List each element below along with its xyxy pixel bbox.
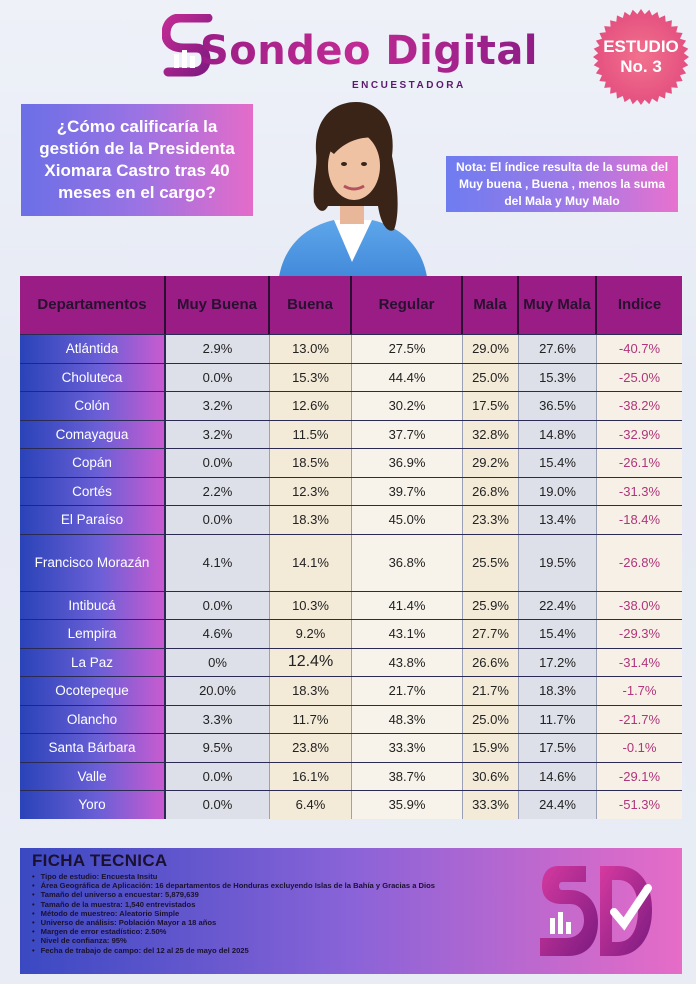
- table-row: [20, 420, 682, 449]
- cell-dept: Cortés: [20, 478, 166, 506]
- cell-dept: Intibucá: [20, 592, 166, 620]
- cell-mala: 25.9%: [463, 592, 519, 620]
- cell-dept: Atlántida: [20, 335, 166, 363]
- cell-regular: 43.8%: [352, 649, 463, 677]
- cell-buena: 13.0%: [270, 335, 352, 363]
- president-portrait-icon: [268, 94, 436, 284]
- header-regular: Regular: [352, 276, 463, 334]
- technical-sheet-item: • Fecha de trabajo de campo: del 12 al 25 de mayo del 2025: [32, 946, 670, 955]
- cell-buena: 18.3%: [270, 677, 352, 705]
- cell-regular: 36.8%: [352, 535, 463, 591]
- cell-buena: 18.5%: [270, 449, 352, 477]
- cell-mala: 21.7%: [463, 677, 519, 705]
- cell-dept: Olancho: [20, 706, 166, 734]
- cell-muy-mala: 19.0%: [519, 478, 597, 506]
- cell-buena: 15.3%: [270, 364, 352, 392]
- table-row: [20, 505, 682, 534]
- cell-mala: 25.0%: [463, 364, 519, 392]
- cell-dept: Valle: [20, 763, 166, 791]
- table-row: [20, 648, 682, 677]
- cell-regular: 41.4%: [352, 592, 463, 620]
- cell-muy-buena: 0.0%: [166, 592, 270, 620]
- cell-mala: 23.3%: [463, 506, 519, 534]
- cell-dept: Choluteca: [20, 364, 166, 392]
- cell-regular: 21.7%: [352, 677, 463, 705]
- cell-mala: 32.8%: [463, 421, 519, 449]
- header-muy-buena: Muy Buena: [166, 276, 270, 334]
- cell-dept: Francisco Morazán: [20, 535, 166, 591]
- technical-sheet-item: • Nivel de confianza: 95%: [32, 936, 670, 945]
- cell-regular: 45.0%: [352, 506, 463, 534]
- cell-muy-buena: 0.0%: [166, 791, 270, 819]
- table-row: [20, 591, 682, 620]
- cell-muy-mala: 11.7%: [519, 706, 597, 734]
- cell-muy-mala: 15.4%: [519, 620, 597, 648]
- index-note: Nota: El índice resulta de la suma del Muy buena , Buena , menos la suma del Mala y Muy Malo: [446, 156, 678, 212]
- technical-sheet-title: FICHA TECNICA: [32, 851, 168, 870]
- cell-muy-mala: 22.4%: [519, 592, 597, 620]
- header-buena: Buena: [270, 276, 352, 334]
- technical-sheet: [20, 848, 682, 974]
- header-muy-mala: Muy Mala: [519, 276, 597, 334]
- cell-indice: -31.3%: [597, 478, 682, 506]
- cell-indice: -40.7%: [597, 335, 682, 363]
- cell-mala: 26.6%: [463, 649, 519, 677]
- cell-dept: Lempira: [20, 620, 166, 648]
- cell-indice: -38.0%: [597, 592, 682, 620]
- cell-regular: 48.3%: [352, 706, 463, 734]
- badge-line1: ESTUDIO: [603, 37, 679, 56]
- cell-indice: -18.4%: [597, 506, 682, 534]
- cell-dept: Colón: [20, 392, 166, 420]
- cell-indice: -26.1%: [597, 449, 682, 477]
- cell-dept: Yoro: [20, 791, 166, 819]
- cell-muy-buena: 0.0%: [166, 763, 270, 791]
- cell-muy-buena: 3.2%: [166, 421, 270, 449]
- table-row: [20, 477, 682, 506]
- cell-mala: 26.8%: [463, 478, 519, 506]
- cell-dept: Comayagua: [20, 421, 166, 449]
- cell-indice: -38.2%: [597, 392, 682, 420]
- results-table: [20, 276, 682, 819]
- cell-mala: 29.0%: [463, 335, 519, 363]
- cell-muy-mala: 17.2%: [519, 649, 597, 677]
- survey-question: ¿Cómo calificaría la gestión de la Presidenta Xiomara Castro tras 40 meses en el cargo?: [21, 104, 253, 216]
- cell-buena: 18.3%: [270, 506, 352, 534]
- cell-mala: 27.7%: [463, 620, 519, 648]
- cell-dept: Ocotepeque: [20, 677, 166, 705]
- cell-buena: 12.3%: [270, 478, 352, 506]
- table-row: [20, 619, 682, 648]
- cell-buena: 12.4%: [270, 649, 352, 677]
- cell-regular: 33.3%: [352, 734, 463, 762]
- cell-muy-buena: 0.0%: [166, 364, 270, 392]
- cell-muy-mala: 27.6%: [519, 335, 597, 363]
- cell-regular: 39.7%: [352, 478, 463, 506]
- cell-muy-mala: 14.6%: [519, 763, 597, 791]
- cell-indice: -21.7%: [597, 706, 682, 734]
- cell-indice: -29.1%: [597, 763, 682, 791]
- cell-muy-mala: 15.4%: [519, 449, 597, 477]
- technical-sheet-item: • Método de muestreo: Aleatorio Simple: [32, 909, 670, 918]
- cell-regular: 36.9%: [352, 449, 463, 477]
- cell-mala: 33.3%: [463, 791, 519, 819]
- table-row: [20, 762, 682, 791]
- header-departamentos: Departamentos: [20, 276, 166, 334]
- cell-muy-mala: 14.8%: [519, 421, 597, 449]
- technical-sheet-item: • Margen de error estadístico: 2.50%: [32, 927, 670, 936]
- cell-buena: 6.4%: [270, 791, 352, 819]
- cell-buena: 10.3%: [270, 592, 352, 620]
- cell-buena: 16.1%: [270, 763, 352, 791]
- cell-regular: 35.9%: [352, 791, 463, 819]
- cell-muy-buena: 0.0%: [166, 449, 270, 477]
- cell-muy-mala: 36.5%: [519, 392, 597, 420]
- technical-sheet-item: • Universo de análisis: Población Mayor a 18 años: [32, 918, 670, 927]
- cell-mala: 15.9%: [463, 734, 519, 762]
- brand-logo: [162, 14, 539, 96]
- cell-indice: -29.3%: [597, 620, 682, 648]
- cell-dept: La Paz: [20, 649, 166, 677]
- cell-mala: 25.0%: [463, 706, 519, 734]
- cell-buena: 11.5%: [270, 421, 352, 449]
- cell-indice: -26.8%: [597, 535, 682, 591]
- table-row: [20, 705, 682, 734]
- table-row: [20, 676, 682, 705]
- cell-indice: -1.7%: [597, 677, 682, 705]
- cell-buena: 23.8%: [270, 734, 352, 762]
- sd-monogram-icon: [536, 860, 654, 964]
- cell-mala: 30.6%: [463, 763, 519, 791]
- table-row: [20, 733, 682, 762]
- brand-name: Sondeo Digital: [200, 28, 539, 74]
- cell-buena: 9.2%: [270, 620, 352, 648]
- cell-indice: -51.3%: [597, 791, 682, 819]
- cell-mala: 25.5%: [463, 535, 519, 591]
- cell-muy-buena: 2.2%: [166, 478, 270, 506]
- study-badge: [592, 8, 690, 106]
- table-row: [20, 534, 682, 591]
- cell-muy-mala: 24.4%: [519, 791, 597, 819]
- table-row: [20, 391, 682, 420]
- cell-buena: 12.6%: [270, 392, 352, 420]
- cell-muy-mala: 19.5%: [519, 535, 597, 591]
- cell-mala: 29.2%: [463, 449, 519, 477]
- cell-muy-mala: 15.3%: [519, 364, 597, 392]
- table-row: [20, 448, 682, 477]
- cell-muy-buena: 3.3%: [166, 706, 270, 734]
- cell-muy-buena: 0.0%: [166, 506, 270, 534]
- cell-dept: El Paraíso: [20, 506, 166, 534]
- cell-regular: 44.4%: [352, 364, 463, 392]
- cell-dept: Santa Bárbara: [20, 734, 166, 762]
- cell-indice: -25.0%: [597, 364, 682, 392]
- cell-dept: Copán: [20, 449, 166, 477]
- cell-indice: -0.1%: [597, 734, 682, 762]
- cell-muy-buena: 3.2%: [166, 392, 270, 420]
- technical-sheet-item: • Área Geográfica de Aplicación: 16 departamentos de Honduras excluyendo Islas de la Bahía y Gracias a Dios: [32, 881, 670, 890]
- cell-indice: -31.4%: [597, 649, 682, 677]
- cell-regular: 43.1%: [352, 620, 463, 648]
- table-row: [20, 334, 682, 363]
- cell-muy-buena: 9.5%: [166, 734, 270, 762]
- brand-tagline: ENCUESTADORA: [352, 80, 466, 91]
- cell-muy-buena: 20.0%: [166, 677, 270, 705]
- cell-regular: 37.7%: [352, 421, 463, 449]
- table-header: [20, 276, 682, 334]
- technical-sheet-item: • Tipo de estudio: Encuesta Insitu: [32, 872, 670, 881]
- cell-muy-buena: 2.9%: [166, 335, 270, 363]
- header-mala: Mala: [463, 276, 519, 334]
- cell-buena: 14.1%: [270, 535, 352, 591]
- cell-regular: 38.7%: [352, 763, 463, 791]
- badge-line2: No. 3: [620, 57, 662, 76]
- table-row: [20, 790, 682, 819]
- cell-muy-buena: 4.6%: [166, 620, 270, 648]
- technical-sheet-item: • Tamaño de la muestra: 1,540 entrevistados: [32, 900, 670, 909]
- cell-mala: 17.5%: [463, 392, 519, 420]
- cell-muy-buena: 4.1%: [166, 535, 270, 591]
- table-body: [20, 334, 682, 819]
- technical-sheet-item: • Tamaño del universo a encuestar: 5,879,639: [32, 890, 670, 899]
- header-indice: Indice: [597, 276, 682, 334]
- cell-muy-buena: 0%: [166, 649, 270, 677]
- cell-regular: 27.5%: [352, 335, 463, 363]
- cell-buena: 11.7%: [270, 706, 352, 734]
- cell-regular: 30.2%: [352, 392, 463, 420]
- table-row: [20, 363, 682, 392]
- cell-indice: -32.9%: [597, 421, 682, 449]
- cell-muy-mala: 18.3%: [519, 677, 597, 705]
- cell-muy-mala: 13.4%: [519, 506, 597, 534]
- cell-muy-mala: 17.5%: [519, 734, 597, 762]
